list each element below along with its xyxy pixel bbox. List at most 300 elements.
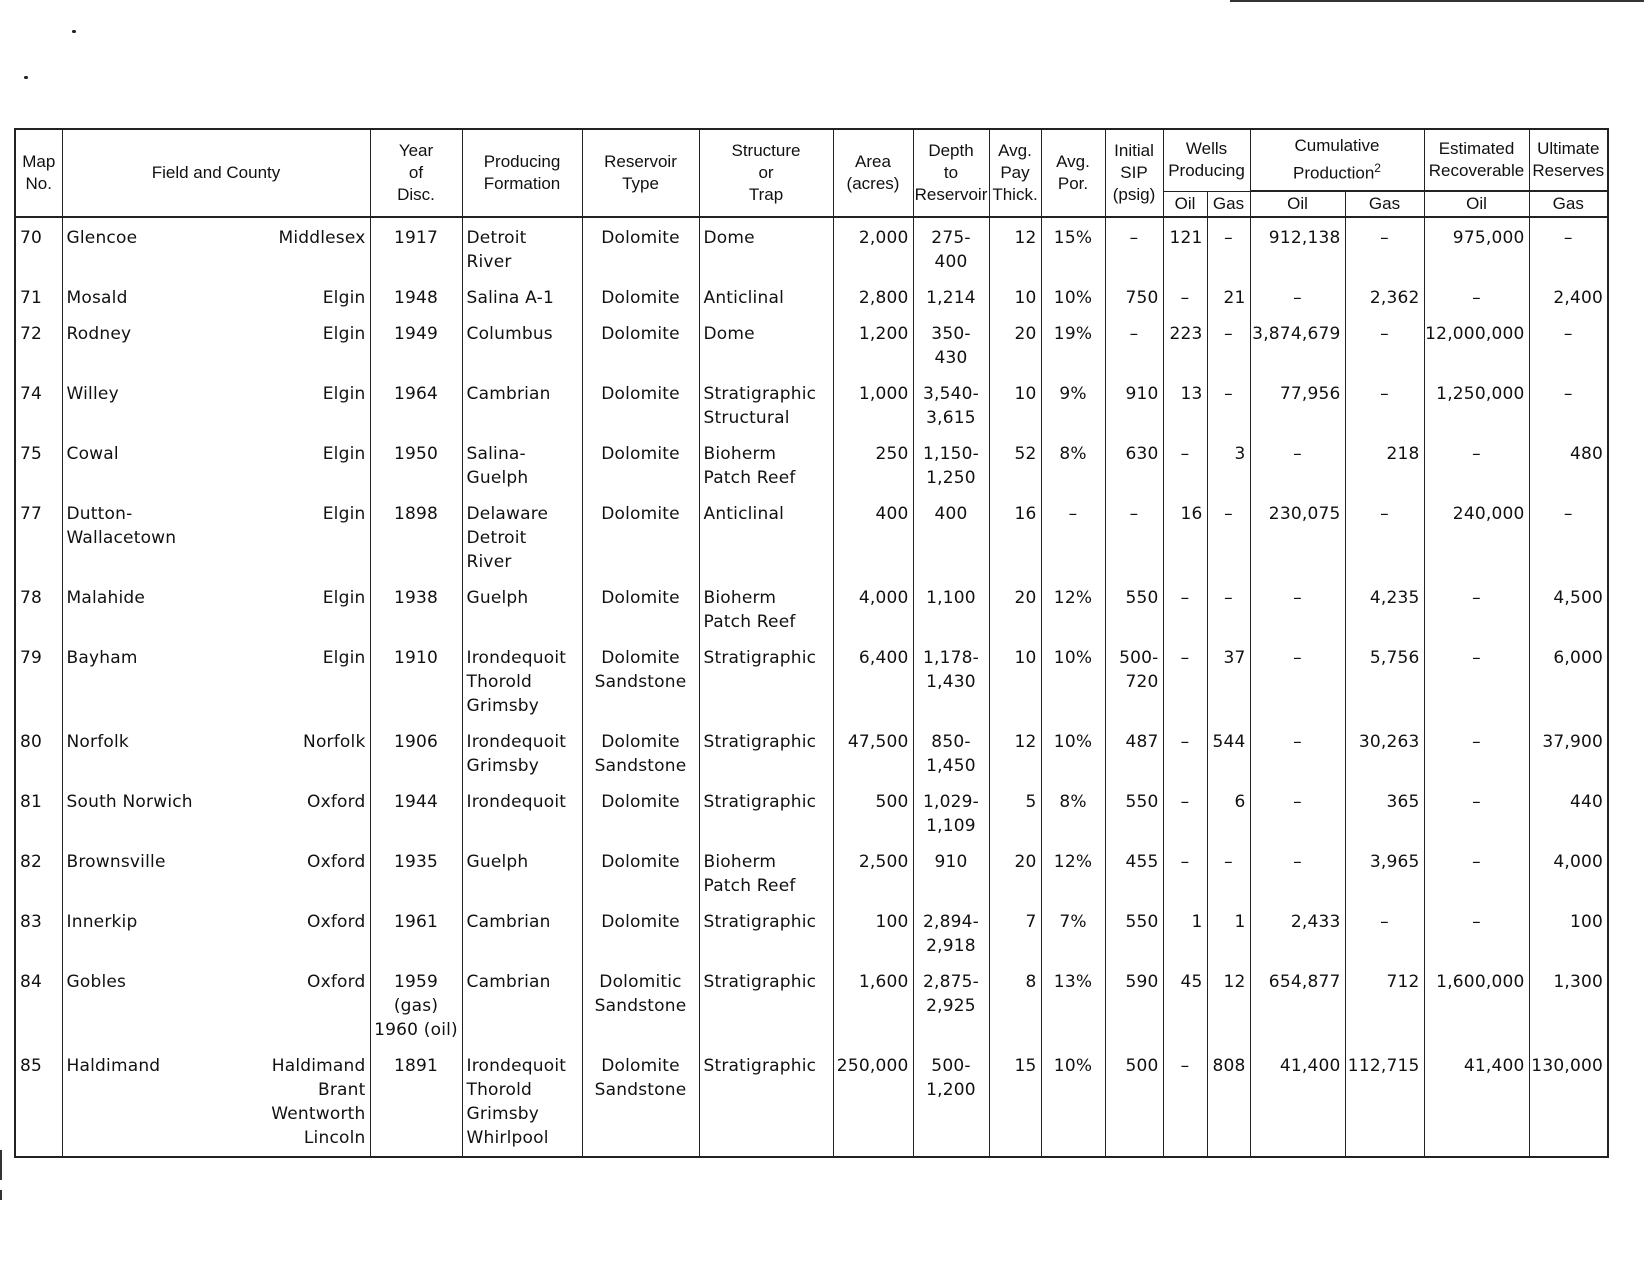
cell-ultimate-gas: – [1529, 314, 1608, 374]
cell-depth: 1,150- 1,250 [913, 434, 989, 494]
cell-depth: 500- 1,200 [913, 1046, 989, 1157]
header-area: Area (acres) [833, 129, 913, 217]
table-row [15, 782, 1608, 842]
cell-ultimate-gas: 1,300 [1529, 962, 1608, 1046]
cell-year: 1949 [370, 314, 462, 374]
field-name: Glencoe [66, 228, 138, 248]
cell-formation: Irondequoit [462, 782, 582, 842]
cell-formation: Guelph [462, 578, 582, 638]
cell-initial-sip: – [1105, 217, 1163, 278]
cell-porosity: 13% [1041, 962, 1105, 1046]
cell-depth: 910 [913, 842, 989, 902]
cell-cumulative-oil: 3,874,679 [1250, 314, 1345, 374]
oil-gas-fields-table [14, 128, 1609, 1158]
field-name: Cowal [66, 444, 119, 464]
cell-initial-sip: 550 [1105, 782, 1163, 842]
cell-initial-sip: 487 [1105, 722, 1163, 782]
header-cum-gas: Gas [1345, 191, 1424, 217]
cell-ultimate-gas: 130,000 [1529, 1046, 1608, 1157]
cell-wells-gas: 37 [1207, 638, 1250, 722]
cell-reservoir-type: Dolomite [582, 374, 699, 434]
cell-area: 400 [833, 494, 913, 578]
cell-reservoir-type: Dolomite [582, 434, 699, 494]
county-name: Oxford [306, 792, 366, 812]
cell-year: 1935 [370, 842, 462, 902]
cell-wells-gas: – [1207, 374, 1250, 434]
cell-cumulative-gas: 2,362 [1345, 278, 1424, 314]
cell-porosity: 15% [1041, 217, 1105, 278]
table-row [15, 638, 1608, 722]
cell-cumulative-gas: – [1345, 374, 1424, 434]
cell-porosity: 12% [1041, 842, 1105, 902]
header-est-oil: Oil [1424, 191, 1529, 217]
cell-formation: Detroit River [462, 217, 582, 278]
cell-field-county [62, 722, 370, 782]
cell-field-county [62, 842, 370, 902]
cell-field-county [62, 217, 370, 278]
cell-area: 1,000 [833, 374, 913, 434]
cell-porosity: 9% [1041, 374, 1105, 434]
header-cumulative-production [1250, 129, 1424, 191]
field-name: Mosald [66, 288, 128, 308]
cell-map-no: 81 [15, 782, 62, 842]
cell-year: 1891 [370, 1046, 462, 1157]
cell-depth: 1,029- 1,109 [913, 782, 989, 842]
cell-map-no: 79 [15, 638, 62, 722]
cell-cumulative-gas: – [1345, 314, 1424, 374]
cell-estimated-oil: – [1424, 578, 1529, 638]
cell-formation: Guelph [462, 842, 582, 902]
cell-cumulative-gas: – [1345, 217, 1424, 278]
cell-year: 1910 [370, 638, 462, 722]
cell-porosity: 8% [1041, 434, 1105, 494]
cell-area: 500 [833, 782, 913, 842]
header-porosity: Avg. Por. [1041, 129, 1105, 217]
cell-wells-gas: 21 [1207, 278, 1250, 314]
cell-wells-oil: 45 [1163, 962, 1207, 1046]
cell-estimated-oil: 12,000,000 [1424, 314, 1529, 374]
header-map-no: Map No. [15, 129, 62, 217]
table-header [15, 129, 1608, 217]
cell-initial-sip: 750 [1105, 278, 1163, 314]
cell-cumulative-oil: 230,075 [1250, 494, 1345, 578]
cell-cumulative-oil: – [1250, 722, 1345, 782]
cell-year: 1964 [370, 374, 462, 434]
header-formation: Producing Formation [462, 129, 582, 217]
cell-pay-thickness: 5 [989, 782, 1041, 842]
cell-reservoir-type: Dolomite Sandstone [582, 638, 699, 722]
cell-wells-oil: 1 [1163, 902, 1207, 962]
field-name: Brownsville [66, 852, 166, 872]
scan-edge-line [0, 1150, 2, 1180]
cell-structure: Anticlinal [699, 278, 833, 314]
field-name: Gobles [66, 972, 127, 992]
cell-ultimate-gas: 37,900 [1529, 722, 1608, 782]
header-ultimate-reserves: Ultimate Reserves [1529, 129, 1608, 191]
cell-field-county [62, 902, 370, 962]
cell-year: 1906 [370, 722, 462, 782]
cell-area: 1,600 [833, 962, 913, 1046]
cell-pay-thickness: 52 [989, 434, 1041, 494]
cell-area: 47,500 [833, 722, 913, 782]
header-estimated-recoverable: Estimated Recoverable [1424, 129, 1529, 191]
county-name: Elgin [322, 384, 366, 404]
cell-cumulative-gas: 30,263 [1345, 722, 1424, 782]
cell-formation: Cambrian [462, 962, 582, 1046]
cell-area: 100 [833, 902, 913, 962]
header-structure: Structure or Trap [699, 129, 833, 217]
cell-formation: Cambrian [462, 374, 582, 434]
scan-speck [72, 30, 76, 33]
cell-pay-thickness: 20 [989, 842, 1041, 902]
cell-year: 1898 [370, 494, 462, 578]
cell-depth: 350- 430 [913, 314, 989, 374]
cell-field-county [62, 494, 370, 578]
cell-formation: Irondequoit Grimsby [462, 722, 582, 782]
cell-formation: Salina A-1 [462, 278, 582, 314]
cell-formation: Columbus [462, 314, 582, 374]
cell-map-no: 82 [15, 842, 62, 902]
cell-structure: Stratigraphic [699, 902, 833, 962]
county-name: Haldimand Brant Wentworth Lincoln [271, 1056, 366, 1148]
cell-structure: Stratigraphic Structural [699, 374, 833, 434]
cell-wells-gas: – [1207, 842, 1250, 902]
cell-depth: 3,540- 3,615 [913, 374, 989, 434]
field-name: Willey [66, 384, 119, 404]
cell-map-no: 74 [15, 374, 62, 434]
field-name: Malahide [66, 588, 146, 608]
cell-depth: 1,100 [913, 578, 989, 638]
cell-area: 250,000 [833, 1046, 913, 1157]
table-row [15, 217, 1608, 278]
cell-cumulative-gas: – [1345, 494, 1424, 578]
cell-estimated-oil: – [1424, 842, 1529, 902]
cell-ultimate-gas: 4,000 [1529, 842, 1608, 902]
county-name: Oxford [306, 912, 366, 932]
cell-ultimate-gas: 2,400 [1529, 278, 1608, 314]
cell-field-county [62, 1046, 370, 1157]
cell-estimated-oil: 1,250,000 [1424, 374, 1529, 434]
cell-initial-sip: – [1105, 314, 1163, 374]
county-name: Elgin [322, 588, 366, 608]
cell-year: 1917 [370, 217, 462, 278]
county-name: Elgin [322, 324, 366, 344]
cell-field-county [62, 782, 370, 842]
cell-cumulative-gas: 218 [1345, 434, 1424, 494]
cell-depth: 275- 400 [913, 217, 989, 278]
header-cum-oil: Oil [1250, 191, 1345, 217]
cell-year: 1938 [370, 578, 462, 638]
cell-reservoir-type: Dolomite Sandstone [582, 722, 699, 782]
cell-formation: Salina- Guelph [462, 434, 582, 494]
cell-reservoir-type: Dolomite [582, 782, 699, 842]
cell-structure: Bioherm Patch Reef [699, 434, 833, 494]
cell-map-no: 80 [15, 722, 62, 782]
footnote-marker: 2 [1374, 161, 1381, 176]
cell-cumulative-gas: – [1345, 902, 1424, 962]
cell-reservoir-type: Dolomite Sandstone [582, 1046, 699, 1157]
cell-map-no: 77 [15, 494, 62, 578]
header-pay: Avg. Pay Thick. [989, 129, 1041, 217]
cell-pay-thickness: 15 [989, 1046, 1041, 1157]
cell-ultimate-gas: – [1529, 494, 1608, 578]
cell-initial-sip: 500- 720 [1105, 638, 1163, 722]
cell-depth: 1,178- 1,430 [913, 638, 989, 722]
cell-map-no: 72 [15, 314, 62, 374]
cell-wells-gas: – [1207, 578, 1250, 638]
cell-wells-oil: – [1163, 842, 1207, 902]
cell-ultimate-gas: 440 [1529, 782, 1608, 842]
cell-field-county [62, 278, 370, 314]
header-wells-oil: Oil [1163, 191, 1207, 217]
cell-year: 1950 [370, 434, 462, 494]
cell-porosity: 12% [1041, 578, 1105, 638]
county-name: Elgin [322, 444, 366, 464]
cell-pay-thickness: 7 [989, 902, 1041, 962]
cell-ultimate-gas: 480 [1529, 434, 1608, 494]
cell-area: 6,400 [833, 638, 913, 722]
cell-wells-gas: 1 [1207, 902, 1250, 962]
cell-map-no: 83 [15, 902, 62, 962]
table-row [15, 314, 1608, 374]
cell-estimated-oil: 975,000 [1424, 217, 1529, 278]
cell-wells-oil: 121 [1163, 217, 1207, 278]
cell-field-county [62, 962, 370, 1046]
cell-porosity: 10% [1041, 722, 1105, 782]
cell-initial-sip: 630 [1105, 434, 1163, 494]
cell-formation: Irondequoit Thorold Grimsby [462, 638, 582, 722]
cell-depth: 850- 1,450 [913, 722, 989, 782]
cell-porosity: 10% [1041, 1046, 1105, 1157]
cell-wells-gas: 544 [1207, 722, 1250, 782]
cell-estimated-oil: – [1424, 782, 1529, 842]
cell-depth: 2,875- 2,925 [913, 962, 989, 1046]
cell-wells-gas: 6 [1207, 782, 1250, 842]
cell-cumulative-gas: 712 [1345, 962, 1424, 1046]
county-name: Oxford [306, 852, 366, 872]
oil-gas-fields-table-container [14, 128, 1609, 1158]
cell-initial-sip: – [1105, 494, 1163, 578]
cell-initial-sip: 455 [1105, 842, 1163, 902]
cell-structure: Stratigraphic [699, 782, 833, 842]
cell-porosity: 7% [1041, 902, 1105, 962]
cell-estimated-oil: – [1424, 638, 1529, 722]
cell-wells-oil: – [1163, 782, 1207, 842]
cell-estimated-oil: 41,400 [1424, 1046, 1529, 1157]
cell-wells-oil: – [1163, 278, 1207, 314]
cell-area: 2,800 [833, 278, 913, 314]
field-name: Rodney [66, 324, 132, 344]
cell-structure: Dome [699, 217, 833, 278]
cell-reservoir-type: Dolomite [582, 842, 699, 902]
cell-formation: Delaware Detroit River [462, 494, 582, 578]
cell-pay-thickness: 20 [989, 314, 1041, 374]
cumulative-label: Cumulative Production [1293, 136, 1380, 183]
cell-ultimate-gas: 4,500 [1529, 578, 1608, 638]
cell-area: 2,500 [833, 842, 913, 902]
table-row [15, 722, 1608, 782]
cell-map-no: 71 [15, 278, 62, 314]
cell-initial-sip: 550 [1105, 578, 1163, 638]
cell-formation: Irondequoit Thorold Grimsby Whirlpool [462, 1046, 582, 1157]
cell-estimated-oil: 240,000 [1424, 494, 1529, 578]
cell-pay-thickness: 10 [989, 278, 1041, 314]
cell-area: 250 [833, 434, 913, 494]
scan-speck [24, 76, 28, 79]
cell-initial-sip: 910 [1105, 374, 1163, 434]
cell-cumulative-oil: 77,956 [1250, 374, 1345, 434]
header-wells-producing: Wells Producing [1163, 129, 1250, 191]
cell-initial-sip: 590 [1105, 962, 1163, 1046]
cell-porosity: 19% [1041, 314, 1105, 374]
county-name: Elgin [322, 504, 366, 524]
cell-field-county [62, 578, 370, 638]
scan-edge-line [1230, 0, 1644, 2]
table-row [15, 578, 1608, 638]
cell-field-county [62, 314, 370, 374]
field-name: Norfolk [66, 732, 129, 752]
county-name: Middlesex [278, 228, 366, 248]
cell-structure: Bioherm Patch Reef [699, 578, 833, 638]
cell-reservoir-type: Dolomite [582, 494, 699, 578]
cell-wells-gas: – [1207, 494, 1250, 578]
cell-cumulative-oil: 41,400 [1250, 1046, 1345, 1157]
cell-reservoir-type: Dolomitic Sandstone [582, 962, 699, 1046]
cell-porosity: 8% [1041, 782, 1105, 842]
cell-wells-gas: – [1207, 314, 1250, 374]
cell-cumulative-oil: – [1250, 578, 1345, 638]
cell-pay-thickness: 16 [989, 494, 1041, 578]
cell-cumulative-oil: – [1250, 782, 1345, 842]
cell-reservoir-type: Dolomite [582, 902, 699, 962]
cell-pay-thickness: 12 [989, 217, 1041, 278]
cell-cumulative-oil: 2,433 [1250, 902, 1345, 962]
header-wells-gas: Gas [1207, 191, 1250, 217]
cell-ultimate-gas: – [1529, 374, 1608, 434]
cell-area: 2,000 [833, 217, 913, 278]
cell-cumulative-gas: 365 [1345, 782, 1424, 842]
cell-map-no: 85 [15, 1046, 62, 1157]
cell-ultimate-gas: 100 [1529, 902, 1608, 962]
cell-ultimate-gas: – [1529, 217, 1608, 278]
county-name: Elgin [322, 288, 366, 308]
field-name: Bayham [66, 648, 138, 668]
cell-depth: 400 [913, 494, 989, 578]
scan-edge-line [0, 1190, 2, 1200]
cell-initial-sip: 500 [1105, 1046, 1163, 1157]
cell-cumulative-gas: 112,715 [1345, 1046, 1424, 1157]
cell-ultimate-gas: 6,000 [1529, 638, 1608, 722]
county-name: Oxford [306, 972, 366, 992]
cell-structure: Stratigraphic [699, 962, 833, 1046]
cell-cumulative-oil: – [1250, 434, 1345, 494]
header-reservoir: Reservoir Type [582, 129, 699, 217]
header-sip: Initial SIP (psig) [1105, 129, 1163, 217]
cell-wells-gas: – [1207, 217, 1250, 278]
cell-reservoir-type: Dolomite [582, 278, 699, 314]
table-row [15, 902, 1608, 962]
cell-porosity: 10% [1041, 638, 1105, 722]
table-row [15, 962, 1608, 1046]
cell-pay-thickness: 8 [989, 962, 1041, 1046]
cell-cumulative-gas: 5,756 [1345, 638, 1424, 722]
table-row [15, 374, 1608, 434]
cell-field-county [62, 374, 370, 434]
cell-depth: 2,894- 2,918 [913, 902, 989, 962]
cell-map-no: 84 [15, 962, 62, 1046]
cell-estimated-oil: – [1424, 902, 1529, 962]
cell-pay-thickness: 12 [989, 722, 1041, 782]
cell-wells-oil: – [1163, 638, 1207, 722]
cell-wells-oil: 13 [1163, 374, 1207, 434]
cell-year: 1948 [370, 278, 462, 314]
cell-wells-oil: – [1163, 434, 1207, 494]
cell-structure: Stratigraphic [699, 1046, 833, 1157]
field-name: Dutton- Wallacetown [66, 504, 177, 548]
cell-formation: Cambrian [462, 902, 582, 962]
header-field-county: Field and County [62, 129, 370, 217]
cell-wells-gas: 3 [1207, 434, 1250, 494]
cell-wells-oil: 16 [1163, 494, 1207, 578]
cell-depth: 1,214 [913, 278, 989, 314]
cell-estimated-oil: – [1424, 278, 1529, 314]
header-year: Year of Disc. [370, 129, 462, 217]
cell-reservoir-type: Dolomite [582, 578, 699, 638]
cell-pay-thickness: 10 [989, 638, 1041, 722]
field-name: South Norwich [66, 792, 193, 812]
table-body [15, 217, 1608, 1157]
cell-structure: Anticlinal [699, 494, 833, 578]
cell-cumulative-gas: 3,965 [1345, 842, 1424, 902]
cell-pay-thickness: 20 [989, 578, 1041, 638]
table-row [15, 494, 1608, 578]
cell-field-county [62, 434, 370, 494]
cell-reservoir-type: Dolomite [582, 314, 699, 374]
cell-wells-gas: 808 [1207, 1046, 1250, 1157]
cell-porosity: – [1041, 494, 1105, 578]
field-name: Innerkip [66, 912, 138, 932]
header-depth: Depth to Reservoir [913, 129, 989, 217]
cell-area: 4,000 [833, 578, 913, 638]
header-ult-gas: Gas [1529, 191, 1608, 217]
cell-porosity: 10% [1041, 278, 1105, 314]
cell-structure: Stratigraphic [699, 638, 833, 722]
county-name: Norfolk [303, 732, 366, 752]
cell-year: 1944 [370, 782, 462, 842]
cell-map-no: 70 [15, 217, 62, 278]
cell-wells-oil: – [1163, 1046, 1207, 1157]
cell-cumulative-oil: – [1250, 278, 1345, 314]
county-name: Elgin [322, 648, 366, 668]
cell-map-no: 75 [15, 434, 62, 494]
cell-estimated-oil: 1,600,000 [1424, 962, 1529, 1046]
cell-cumulative-oil: 654,877 [1250, 962, 1345, 1046]
cell-pay-thickness: 10 [989, 374, 1041, 434]
cell-cumulative-oil: – [1250, 638, 1345, 722]
cell-cumulative-oil: 912,138 [1250, 217, 1345, 278]
cell-estimated-oil: – [1424, 434, 1529, 494]
cell-structure: Dome [699, 314, 833, 374]
field-name: Haldimand [66, 1056, 161, 1076]
cell-wells-gas: 12 [1207, 962, 1250, 1046]
cell-year: 1959 (gas) 1960 (oil) [370, 962, 462, 1046]
cell-structure: Bioherm Patch Reef [699, 842, 833, 902]
cell-cumulative-oil: – [1250, 842, 1345, 902]
table-row [15, 1046, 1608, 1157]
cell-wells-oil: – [1163, 578, 1207, 638]
cell-wells-oil: 223 [1163, 314, 1207, 374]
cell-cumulative-gas: 4,235 [1345, 578, 1424, 638]
